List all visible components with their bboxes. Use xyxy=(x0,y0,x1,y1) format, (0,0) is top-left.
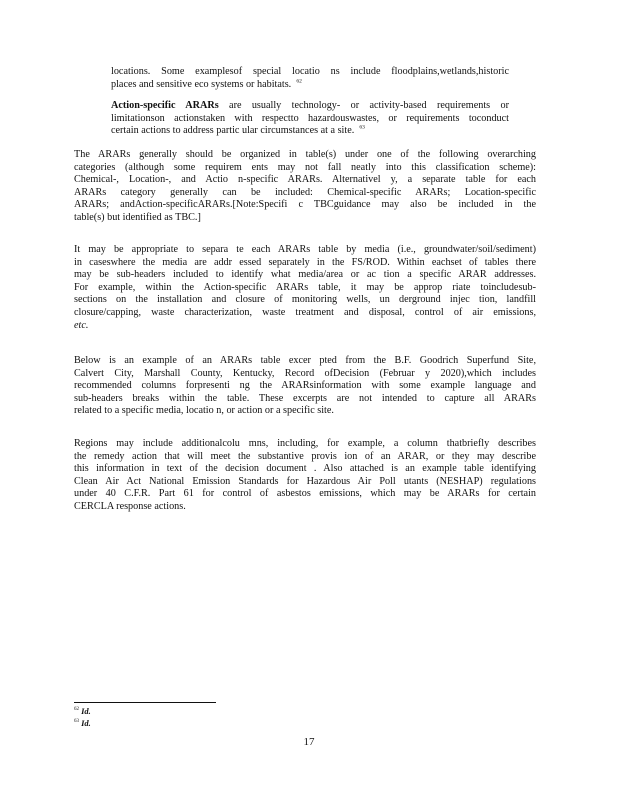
text-line: For example, within the Action-specific ARARs table, it may be approp riate toincludesub- xyxy=(74,281,536,293)
paragraph-additional-columns xyxy=(74,438,536,514)
text-line: closure/capping, waste characterization, waste treatment and disposal, control of air emissions, xyxy=(74,306,536,318)
text-line: locations. Some examplesof special locatio ns include floodplains,wetlands,historic xyxy=(111,66,509,77)
footnote-divider xyxy=(74,702,216,703)
paragraph-action-specific xyxy=(111,100,509,138)
page-number: 17 xyxy=(303,736,315,748)
footnote-ref[interactable]: 63 xyxy=(359,124,365,131)
text-line xyxy=(111,79,509,92)
text-line: sub-headers breaks within the table. These excerpts are not intended to capture all ARARs xyxy=(74,392,536,404)
paragraph-arars-organization xyxy=(74,149,536,225)
paragraph-separate-by-media xyxy=(74,244,536,332)
text-line: may be sub-headers included to identify what media/area or ac tion a specific ARAR addresses. xyxy=(74,269,536,281)
text-line: limitationson actionstaken with respectto hazardouswastes, or requirements toconduct xyxy=(111,112,509,124)
text-line: Clean Air Act National Emission Standards for Hazardous Air Poll utants (NESHAP) regulations xyxy=(74,475,536,487)
text-line-content: are usually technology- or activity-based requirements or xyxy=(229,100,509,111)
text-line-content: certain actions to address partic ular circumstances at a site. xyxy=(111,125,355,137)
text-line: in caseswhere the media are addr essed separately in the FS/ROD. Within eachset of tables there xyxy=(74,256,536,268)
footnote-number: 62 xyxy=(74,707,79,713)
paragraph-example-table xyxy=(74,355,536,418)
text-line: categories (although some requirem ents may not fall neatly into this classification scheme): xyxy=(74,161,536,173)
text-line: Calvert City, Marshall County, Kentucky, Record ofDecision (Februar y 2020),which includes xyxy=(74,367,536,379)
text-line: sections on the installation and closure of monitoring wells, un derground injec tion, landfill xyxy=(74,294,536,306)
text-line xyxy=(111,100,509,113)
text-line: It may be appropriate to separa te each ARARs table by media (i.e., groundwater/soil/sediment) xyxy=(74,244,536,255)
text-line: related to a specific media, locatio n, or action or a specific site. xyxy=(74,405,334,417)
paragraph-location-specific xyxy=(111,66,509,91)
text-line xyxy=(111,125,509,138)
footnote-62 xyxy=(74,706,91,717)
text-line: recommended columns forpresenti ng the ARARsinformation with some example language and xyxy=(74,380,536,392)
text-line: table(s) but identified as TBC.] xyxy=(74,211,201,223)
text-line: Regions may include additionalcolu mns, including, for example, a column thatbriefly describes xyxy=(74,438,536,449)
text-line: Below is an example of an ARARs table excer pted from the B.F. Goodrich Superfund Site, xyxy=(74,355,536,366)
term-action-specific-arars: Action-specific ARARs xyxy=(111,100,219,111)
text-line: ARARs category generally can be included: Chemical-specific ARARs; Location-specific xyxy=(74,186,536,198)
footnote-ref[interactable]: 62 xyxy=(296,78,302,85)
text-line: ARARs; andAction-specificARARs.[Note:Specifi c TBCguidance may also be included in the xyxy=(74,199,536,211)
text-line: The ARARs generally should be organized in table(s) under one of the following overarching xyxy=(74,149,536,160)
text-line: Chemical-, Location-, and Actio n-specific ARARs. Alternativel y, a separate table for each xyxy=(74,174,536,186)
text-line: this information in text of the decision document . Also attached is an example table identifying xyxy=(74,463,536,475)
footnote-63 xyxy=(74,718,91,729)
text-line: the remedy action that will meet the substantive provis ion of an ARAR, or they may describe xyxy=(74,450,536,462)
text-line-content: places and sensitive eco systems or habitats. xyxy=(111,78,292,90)
footnote-number: 63 xyxy=(74,719,79,725)
footnote-text: Id. xyxy=(81,706,91,716)
footnote-text: Id. xyxy=(81,718,91,728)
text-line: etc. xyxy=(74,319,89,331)
text-line: under 40 C.F.R. Part 61 for control of asbestos emissions, which may be ARARs for certain xyxy=(74,488,536,500)
text-line: CERCLA response actions. xyxy=(74,500,186,512)
